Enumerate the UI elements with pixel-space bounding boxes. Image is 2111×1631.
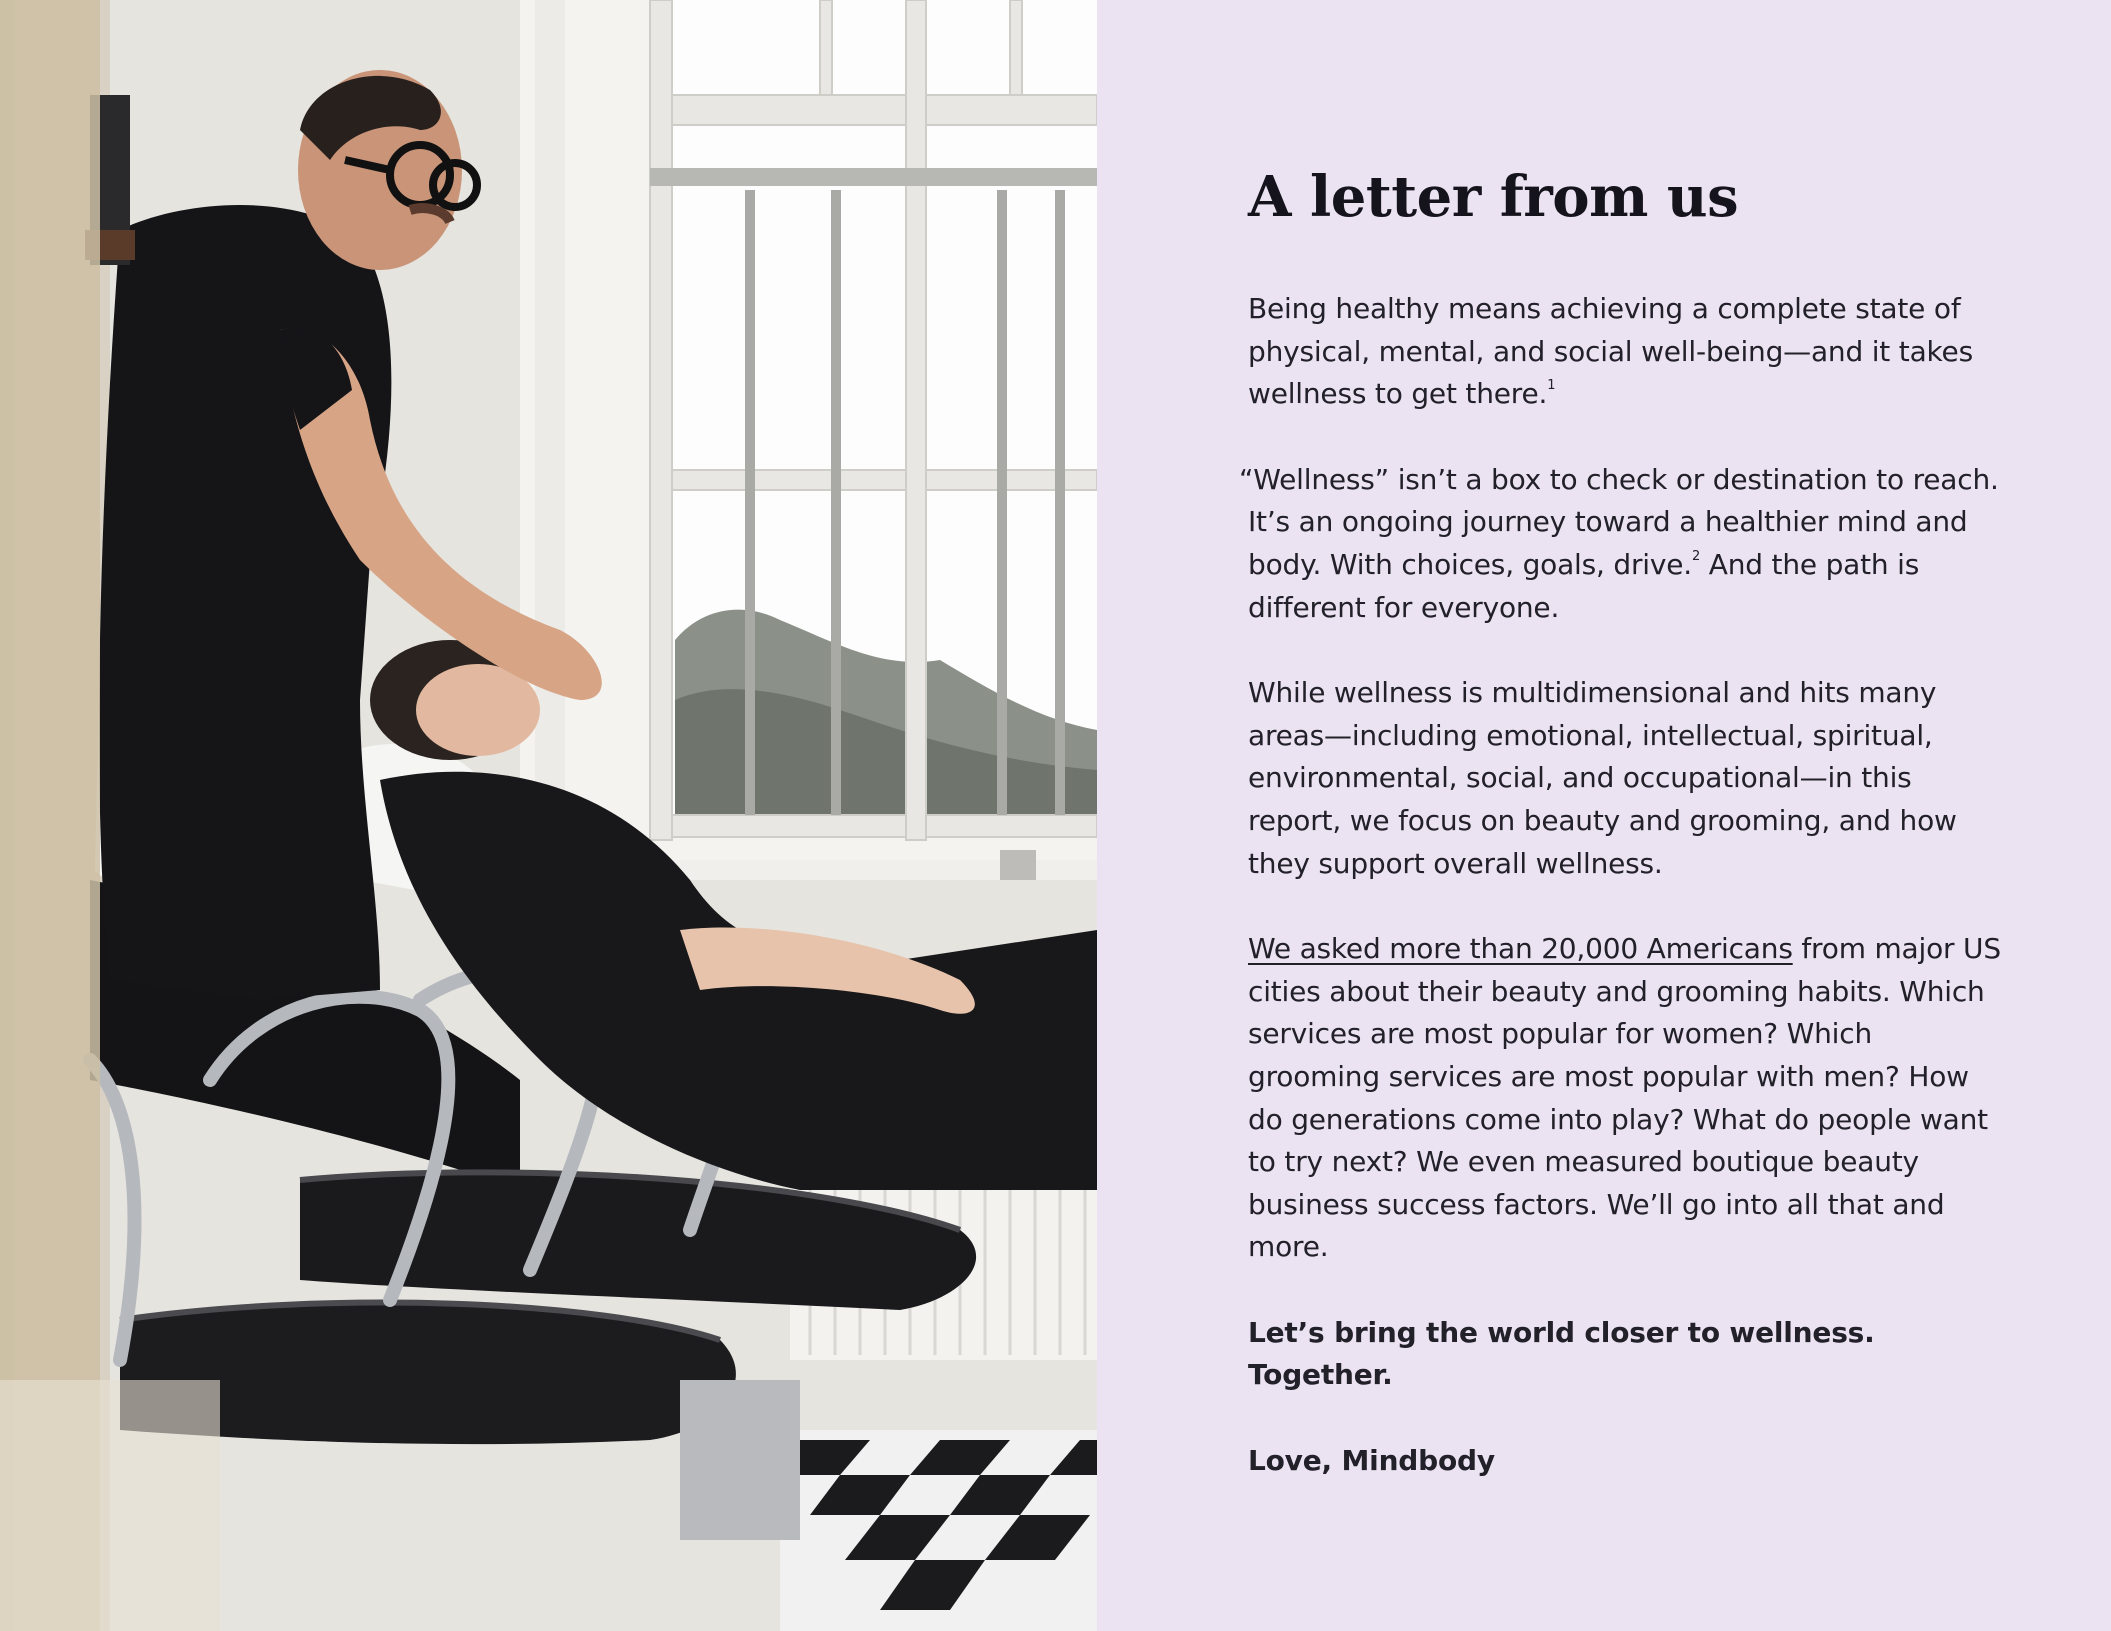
paragraph-wellness [1239, 459, 2008, 629]
footnote-2: 2 [1691, 548, 1701, 564]
paragraph-wellness-text-b: And the path is different for everyone. [1248, 547, 1920, 624]
paragraph-multidimensional: While wellness is multidimensional and hits many areas—including emotional, intellectual, spiritual, environmental, social, and occupational—in this report, we focus on beauty and grooming, and how they support overall wellness. [1248, 676, 1957, 880]
paragraph-survey [1248, 928, 2008, 1269]
paragraph-wellness-text-a: “Wellness” isn’t a box to check or destination to reach. It’s an ongoing journey toward a healthier mind and body. With choices, goals, drive. [1239, 462, 1999, 581]
survey-link[interactable]: We asked more than 20,000 Americans [1248, 932, 1793, 966]
paragraph-healthy-text: Being healthy means achieving a complete state of physical, mental, and social well-being—and it takes wellness to get there. [1248, 292, 1973, 411]
letter-title: A letter from us [1248, 164, 1739, 230]
letter-content [1239, 160, 2008, 1526]
signoff: Love, Mindbody [1248, 1444, 1495, 1478]
tagline: Let’s bring the world closer to wellness. Together. [1248, 1315, 1875, 1392]
paragraph-survey-text: from major US cities about their beauty and grooming habits. Which services are most popular for women? Which grooming services are most popular with men? How do generations come into play? What do people want to try next? We even measured boutique beauty business success factors. We’ll go into all that and more. [1248, 932, 2001, 1264]
paragraph-healthy [1248, 288, 2008, 416]
letter-panel [1097, 0, 2111, 1631]
footnote-1: 1 [1547, 378, 1556, 394]
